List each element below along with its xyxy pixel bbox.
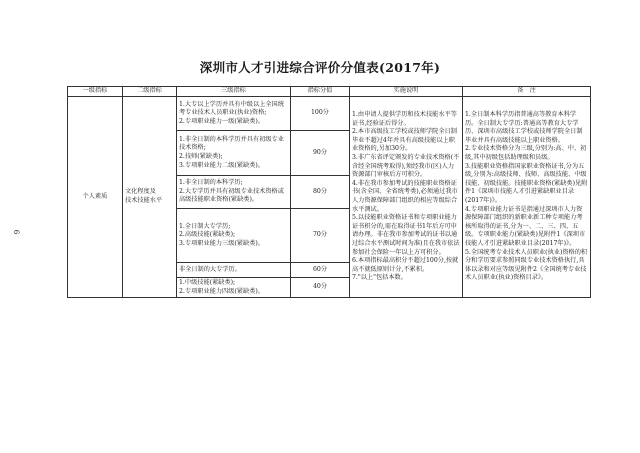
page-title: 深圳市人才引进综合评价分值表(2017年) — [199, 60, 441, 75]
header-level1: 一级指标 — [68, 87, 123, 97]
notes-item: 1.全日制本科学历指普通高等教育本科学历。全日制大专学历:普通高等教育大专学历、深圳市高级技工学校或技师学院全日制毕业并具有高级技能以上职业资格。 — [465, 111, 583, 144]
level3-line: 非全日制的大专学历。 — [179, 265, 241, 273]
level3-line: 2.专项职业能力四级(紧缺类)。 — [179, 287, 264, 295]
table-header-row — [68, 87, 591, 97]
level3-line: 2.技师(紧缺类); — [179, 153, 223, 160]
score-cell: 40分 — [291, 278, 350, 298]
description-item: 6.本项指标最高积分不超过100分,按就高不就低原则计分,不累积。 — [352, 257, 459, 273]
score-cell: 70分 — [291, 209, 350, 263]
header-level2: 二级指标 — [123, 87, 177, 97]
header-notes: 备 注 — [463, 87, 591, 97]
header-description: 实施说明 — [350, 87, 463, 97]
description-cell — [350, 97, 463, 298]
level3-line: 1.中级技能(紧缺类); — [179, 278, 236, 286]
level3-line: 1.大专以上学历并具有中级以上全国统考专业技术人员职业(执业)资格; — [179, 100, 284, 117]
description-item: 5.以技能职业资格证书和专项职业能力证书积分的,需在取得证书1年后方可申请办理。非在我市参加考试的证书以通过综合水平测试时间为准)且在我市依法参加社会保险一年以上方可积分。 — [352, 214, 460, 256]
page-number: 6 — [12, 229, 21, 235]
description-item: 2.本市高级技工学校或技师学院全日制毕业不超过4年并具有高级技能以上职业资格的,另加30分。 — [352, 128, 457, 153]
description-item: 1.由申请人提供学历和技术技能水平等证书,经验证后得分。 — [352, 111, 457, 127]
level3-cell — [177, 176, 291, 209]
level3-cell — [177, 131, 291, 176]
level1-cell: 个人素质 — [68, 97, 123, 298]
table-row — [68, 97, 591, 131]
level2-cell: 文化程度及 技术技能水平 — [123, 97, 177, 298]
level3-cell — [177, 263, 291, 278]
description-item: 7."以上"包括本数。 — [352, 274, 407, 282]
header-score: 指标分值 — [291, 87, 350, 97]
description-item: 4.非在我市参加考试的技能职业资格证书(含全国、全省统考类),必须通过我市人力资源保障部门组织的相应等级综合水平测试。 — [352, 179, 458, 213]
level3-line: 3.专项职业能力三级(紧缺类)。 — [179, 239, 264, 247]
level3-line: 1.全日制大专学历; — [179, 222, 231, 230]
header-level3: 三级指标 — [177, 87, 291, 97]
description-item: 3.非广东省评定颁发的专业技术资格(不含经全国统考取得),须经我市(区)人力资源部门审核后方可积分。 — [352, 154, 460, 179]
level3-cell — [177, 278, 291, 298]
score-table — [67, 86, 591, 298]
score-cell: 60分 — [291, 263, 350, 278]
level3-line: 1.非全日制的本科学历并具有初级专业技术资格; — [179, 135, 284, 152]
score-cell: 80分 — [291, 176, 350, 209]
score-cell: 100分 — [291, 97, 350, 131]
level3-line: 3.专项职业能力二级(紧缺类)。 — [179, 161, 264, 169]
notes-cell — [463, 97, 591, 298]
level3-line: 2.专项职业能力一级(紧缺类)。 — [179, 117, 264, 125]
level3-cell — [177, 209, 291, 263]
notes-item: 4.专项职业能力证书是指通过深圳市人力资源保障部门组织的新职业新工种专项能力考核所取得的证书,分为一、二、三、四、五级。专项职业能力(紧缺类)见附件1《深圳市技能人才引进紧缺职业目录(2017年)》。 — [465, 205, 586, 247]
level3-line: 1.非全日制的本科学历; — [179, 179, 243, 187]
level3-line: 2.大专学历并具有初级专业技术资格或高级技能职业资格(紧缺类)。 — [179, 187, 284, 204]
notes-item: 5.全国统考专业技术人员职业(执业)资格的积分和学历要求参照同级专业技术资格执行,具体以录和对应等级见附件2《全国统考专业技术人员职业(执业)资格目录》。 — [465, 248, 588, 282]
notes-item: 2.专业技术资格分为三级,分别为:高、中、初级,其中初级包括助理级和员级。 — [465, 145, 587, 162]
level3-cell — [177, 97, 291, 131]
score-cell: 90分 — [291, 131, 350, 176]
level3-line: 2.高级技能(紧缺类); — [179, 231, 236, 239]
notes-item: 3.技能职业资格指国家职业资格证书,分为五级,分别为:高级技师、技师、高级技能、中级技能、初级技能。技能职业资格(紧缺类)见附件1《深圳市技能人才引进紧缺职业目录(2017年)》。 — [465, 162, 588, 204]
